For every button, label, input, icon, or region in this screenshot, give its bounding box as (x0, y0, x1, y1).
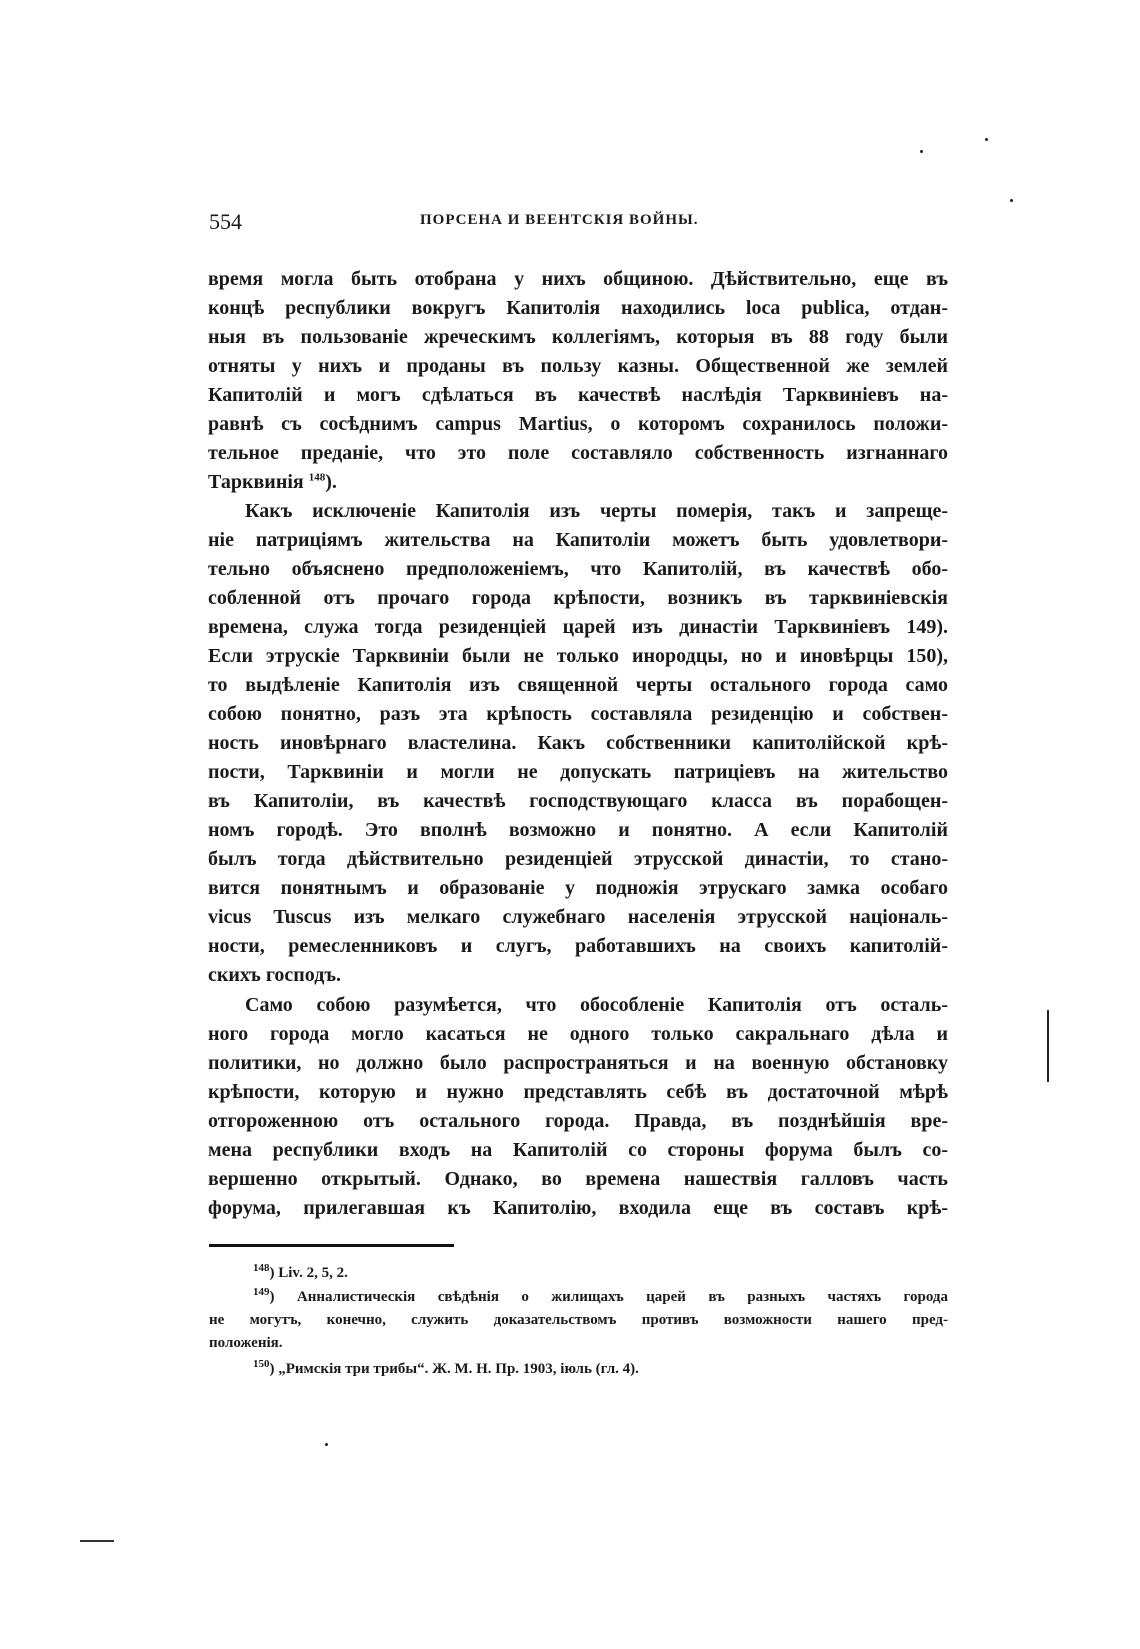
scan-speck (985, 138, 988, 141)
text-line: время могла быть отобрана у нихъ общиною. Дѣйствительно, еще въ (208, 268, 948, 290)
text-line: отняты у нихъ и проданы въ пользу казны. Общественной же землей (208, 355, 948, 377)
running-head: ПОРСЕНА И ВЕЕНТСКІЯ ВОЙНЫ. (420, 212, 699, 228)
text-line: тельно объяснено предположеніемъ, что Капитолій, въ качествѣ обо- (208, 558, 948, 580)
footnote-149-line-1 (253, 1286, 948, 1308)
text-line: собленной отъ прочаго города крѣпости, возникъ въ тарквиніевскія (208, 587, 948, 609)
footnote-rule (209, 1244, 454, 1247)
footnote-text: ) Анналистическія свѣдѣнія о жилищахъ царей въ разныхъ частяхъ города (269, 1289, 948, 1305)
text-line: былъ тогда дѣйствительно резиденціей этрусской династіи, то стано- (208, 848, 948, 870)
text-line: ніе патриціямъ жительства на Капитоліи можетъ быть удовлетвори- (208, 529, 948, 551)
footnote-text: ) Liv. 2, 5, 2. (269, 1265, 348, 1281)
text-line: Само собою разумѣется, что обособленіе Капитолія отъ осталь- (245, 994, 948, 1016)
footnote-149-line-3: положенія. (209, 1335, 283, 1351)
text-line: собою понятно, разъ эта крѣпость составляла резиденцію и собствен- (208, 703, 948, 725)
text-line: то выдѣленіе Капитолія изъ священной черты остального города само (208, 674, 948, 696)
text-line: тельное преданіе, что это поле составляло собственность изгнаннаго (208, 442, 948, 464)
text-fragment: ). (325, 471, 337, 493)
text-line: Капитолій и могъ сдѣлаться въ качествѣ наслѣдія Тарквиніевъ на- (208, 384, 948, 406)
text-line: ного города могло касаться не одного только сакральнаго дѣла и (208, 1023, 948, 1045)
footnote-149-line-2: не могутъ, конечно, служить доказательствомъ противъ возможности нашего пред- (209, 1312, 948, 1328)
text-line: ныя въ пользованіе жреческимъ коллегіямъ, которыя въ 88 году были (208, 326, 948, 348)
scan-speck (325, 1443, 328, 1446)
text-line: ности, ремесленниковъ и слугъ, работавшихъ на своихъ капитолій- (208, 935, 948, 957)
footnote-mark: 150 (253, 1358, 270, 1370)
page-number: 554 (209, 209, 242, 234)
text-line: въ Капитоліи, въ качествѣ господствующаго класса въ порабощен- (208, 790, 948, 812)
text-line: форума, прилегавшая къ Капитолію, входила еще въ составъ крѣ- (208, 1197, 948, 1219)
footnote-ref: 148 (308, 471, 326, 484)
footnote-text: ) „Римскія три трибы“. Ж. М. Н. Пр. 1903, іюль (гл. 4). (269, 1361, 639, 1377)
footnote-148 (253, 1262, 348, 1284)
text-line: ность иновѣрнаго властелина. Какъ собственники капитолійской крѣ- (208, 732, 948, 754)
text-line: равнѣ съ сосѣднимъ campus Martius, о которомъ сохранилось положи- (208, 413, 948, 435)
text-line: вится понятнымъ и образованіе у подножія этрускаго замка особаго (208, 877, 948, 899)
text-fragment: Тарквинія (208, 471, 304, 493)
text-line: отгороженною отъ остального города. Правда, въ позднѣйшія вре- (208, 1110, 948, 1132)
footnote-mark: 148 (253, 1262, 270, 1274)
text-line: крѣпости, которую и нужно представлять себѣ въ достаточной мѣрѣ (208, 1081, 948, 1103)
footnote-150 (253, 1358, 639, 1380)
text-line: Какъ исключеніе Капитолія изъ черты померія, такъ и запреще- (245, 500, 948, 522)
text-line: концѣ республики вокругъ Капитолія находились loca publica, отдан- (208, 297, 948, 319)
text-line (208, 467, 948, 497)
text-line: времена, служа тогда резиденціей царей изъ династіи Тарквиніевъ 149). (208, 616, 948, 638)
text-line: скихъ господъ. (208, 964, 342, 986)
scan-speck (1010, 199, 1013, 202)
margin-mark (80, 1540, 114, 1542)
text-line: номъ городѣ. Это вполнѣ возможно и понятно. А если Капитолій (208, 819, 948, 841)
footnote-mark: 149 (253, 1286, 270, 1298)
text-line: мена республики входъ на Капитолій со стороны форума былъ со- (208, 1139, 948, 1161)
text-line: политики, но должно было распространяться и на военную обстановку (208, 1052, 948, 1074)
text-line: vicus Tuscus изъ мелкаго служебнаго населенія этрусской національ- (208, 906, 948, 928)
text-line: вершенно открытый. Однако, во времена нашествія галловъ часть (208, 1168, 948, 1190)
scan-speck (920, 150, 923, 153)
text-line: пости, Тарквиніи и могли не допускать патриціевъ на жительство (208, 761, 948, 783)
margin-mark (1047, 1010, 1049, 1082)
text-line: Если этрускіе Тарквиніи были не только инородцы, но и иновѣрцы 150), (208, 645, 948, 667)
